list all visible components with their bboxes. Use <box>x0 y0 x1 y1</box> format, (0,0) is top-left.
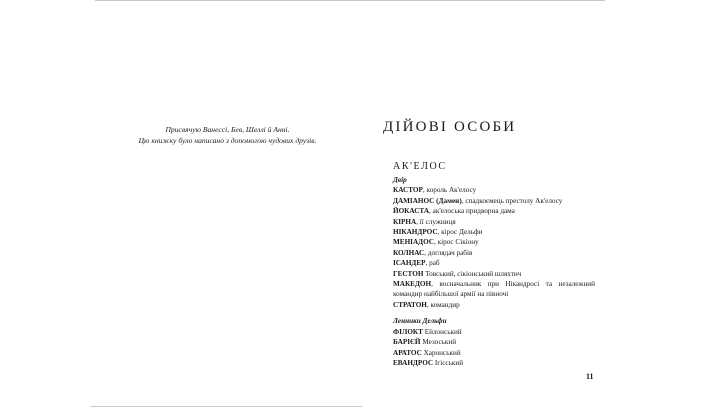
group-title: Двір <box>393 176 407 184</box>
character-description: , доглядач рабів <box>424 248 473 257</box>
character-description: Мезоський <box>420 338 457 347</box>
character-name: СТРАТОН <box>393 300 427 309</box>
cast-entry <box>393 258 595 268</box>
page-heading: ДІЙОВІ ОСОБИ <box>383 119 517 135</box>
cast-entry <box>393 337 595 347</box>
dedication-line: Цю книжку було написано з допомогою чудових друзів. <box>138 136 317 145</box>
cast-entry <box>393 327 595 337</box>
cast-entry <box>393 196 595 206</box>
top-edge-rule <box>360 0 605 1</box>
character-description: , її служниця <box>416 217 456 226</box>
cast-entry <box>393 206 595 216</box>
character-description: , раб <box>425 259 440 268</box>
character-name: БАРІЄЙ <box>393 338 421 347</box>
character-description: , король Ак'елосу <box>422 186 477 195</box>
character-name: ДАМІАНОС (Дамен) <box>393 196 462 205</box>
group-title: Ленники Дельфи <box>393 317 447 326</box>
character-description: , кірос Сікіону <box>433 238 479 247</box>
character-description: Ейлонський <box>422 327 462 336</box>
character-description: Ігісський <box>433 358 464 367</box>
character-description: , командир <box>426 300 460 309</box>
character-name: АРАТОС <box>393 348 422 357</box>
character-name: НІКАНДРОС <box>393 228 438 237</box>
bottom-edge-rule <box>90 406 362 407</box>
cast-entry <box>393 217 595 227</box>
cast-entry <box>393 185 595 195</box>
cast-entry <box>393 269 595 279</box>
character-description: , кірос Дельфи <box>437 228 483 237</box>
character-name: МАКЕДОН <box>393 280 432 289</box>
character-name: ГЕСТОН <box>393 269 424 278</box>
character-name: ЕВАНДРОС <box>393 358 434 367</box>
character-description: , спадкоємець престолу Ак'елосу <box>461 196 563 205</box>
cast-entry <box>393 227 595 237</box>
character-name: МЕНІАДОС <box>393 238 434 247</box>
character-description: Товський, сікіонський шляхтич <box>423 269 522 278</box>
character-description: , ак'елоська придворна дама <box>429 207 515 216</box>
character-name: КІРНА <box>393 217 417 226</box>
cast-entry <box>393 300 595 310</box>
cast-entry <box>393 358 595 368</box>
character-name: ІСАНДЕР <box>393 259 426 268</box>
dedication-line: Присвячую Ванессі, Бев, Шеллі й Анні. <box>165 125 290 134</box>
character-name: ЙОКАСТА <box>393 207 430 216</box>
top-edge-rule <box>95 0 360 1</box>
cast-entry <box>393 237 595 247</box>
cast-list <box>393 175 595 368</box>
character-name: ФІЛОКТ <box>393 327 423 336</box>
cast-entry <box>393 279 595 300</box>
dedication <box>95 124 360 146</box>
character-name: КОЛНАС <box>393 248 425 257</box>
cast-entry <box>393 248 595 258</box>
character-description: Харонський <box>421 348 461 357</box>
section-title: АК'ЕЛОС <box>393 161 447 172</box>
character-description: , восначальник при Нікандросі та незалежний командир найбільшої армії на півночі <box>393 280 595 299</box>
page-number: 11 <box>586 372 594 381</box>
cast-entry <box>393 348 595 358</box>
character-name: КАСТОР <box>393 186 423 195</box>
